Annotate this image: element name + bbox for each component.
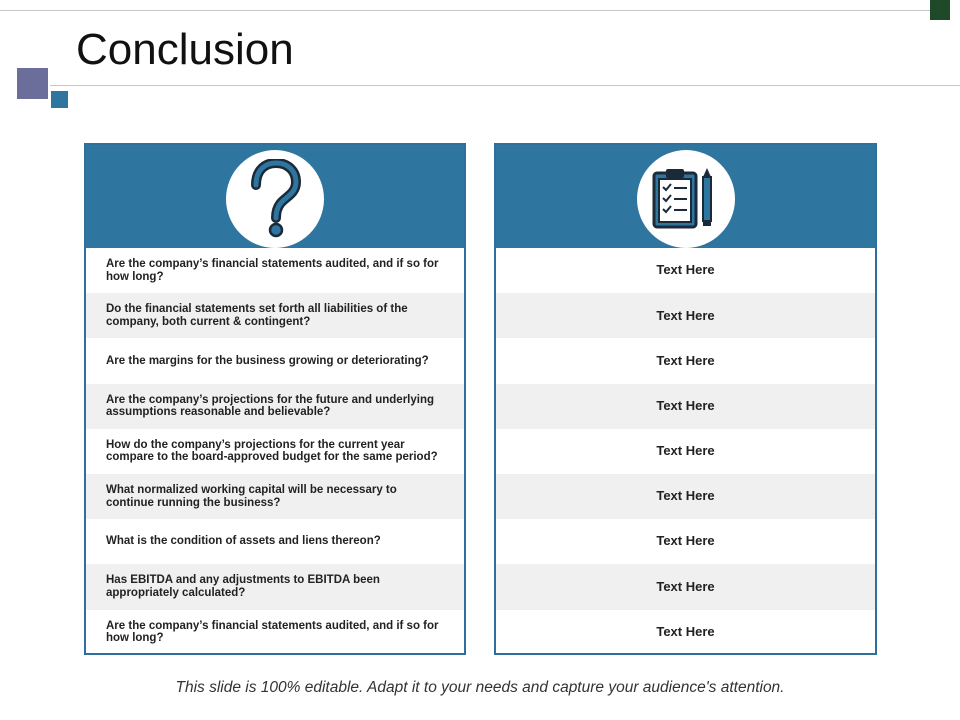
- answers-list: [496, 248, 875, 655]
- answer-row: Text Here: [656, 443, 715, 459]
- question-row: What is the condition of assets and liens thereon?: [106, 535, 381, 548]
- answer-row: Text Here: [656, 623, 715, 639]
- answer-row: Text Here: [496, 384, 875, 429]
- answer-row: Text Here: [496, 474, 875, 519]
- checklist-clipboard-icon: [648, 167, 724, 231]
- question-row: Are the company’s projections for the future and underlying assumptions reasonable and believable?: [86, 384, 464, 429]
- corner-accent-square: [930, 0, 950, 20]
- question-icon-circle: [226, 150, 324, 248]
- answer-row: Text Here: [496, 564, 875, 609]
- top-rule: [0, 10, 930, 11]
- question-row: What normalized working capital will be necessary to continue running the business?: [86, 474, 464, 519]
- question-row: Has EBITDA and any adjustments to EBITDA been appropriately calculated?: [86, 564, 464, 609]
- questions-panel-header: [86, 145, 464, 248]
- questions-list: [86, 248, 464, 655]
- decorative-square-large: [17, 68, 48, 99]
- answer-row: Text Here: [496, 293, 875, 338]
- footer-note: This slide is 100% editable. Adapt it to your needs and capture your audience's attention.: [175, 679, 785, 696]
- question-row: How do the company’s projections for the current year compare to the board-approved budget for the same period?: [106, 438, 438, 464]
- answer-row: Text Here: [656, 262, 715, 278]
- answers-panel-header: [496, 145, 875, 248]
- question-row: Are the margins for the business growing or deteriorating?: [106, 354, 429, 367]
- questions-panel: [84, 143, 466, 655]
- question-row: Are the company’s financial statements audited, and if so for how long?: [106, 258, 439, 283]
- answer-row: Text Here: [656, 533, 715, 549]
- question-row: Are the company’s financial statements audited, and if so for how long?: [106, 619, 439, 645]
- title-rule: [50, 85, 960, 86]
- question-mark-icon: [245, 159, 305, 239]
- answers-panel: [494, 143, 877, 655]
- question-row: Do the financial statements set forth all liabilities of the company, both current & contingent?: [86, 293, 464, 338]
- checklist-icon-circle: [637, 150, 735, 248]
- decorative-square-small: [51, 91, 68, 108]
- slide-title: Conclusion: [76, 25, 294, 74]
- answer-row: Text Here: [656, 352, 715, 368]
